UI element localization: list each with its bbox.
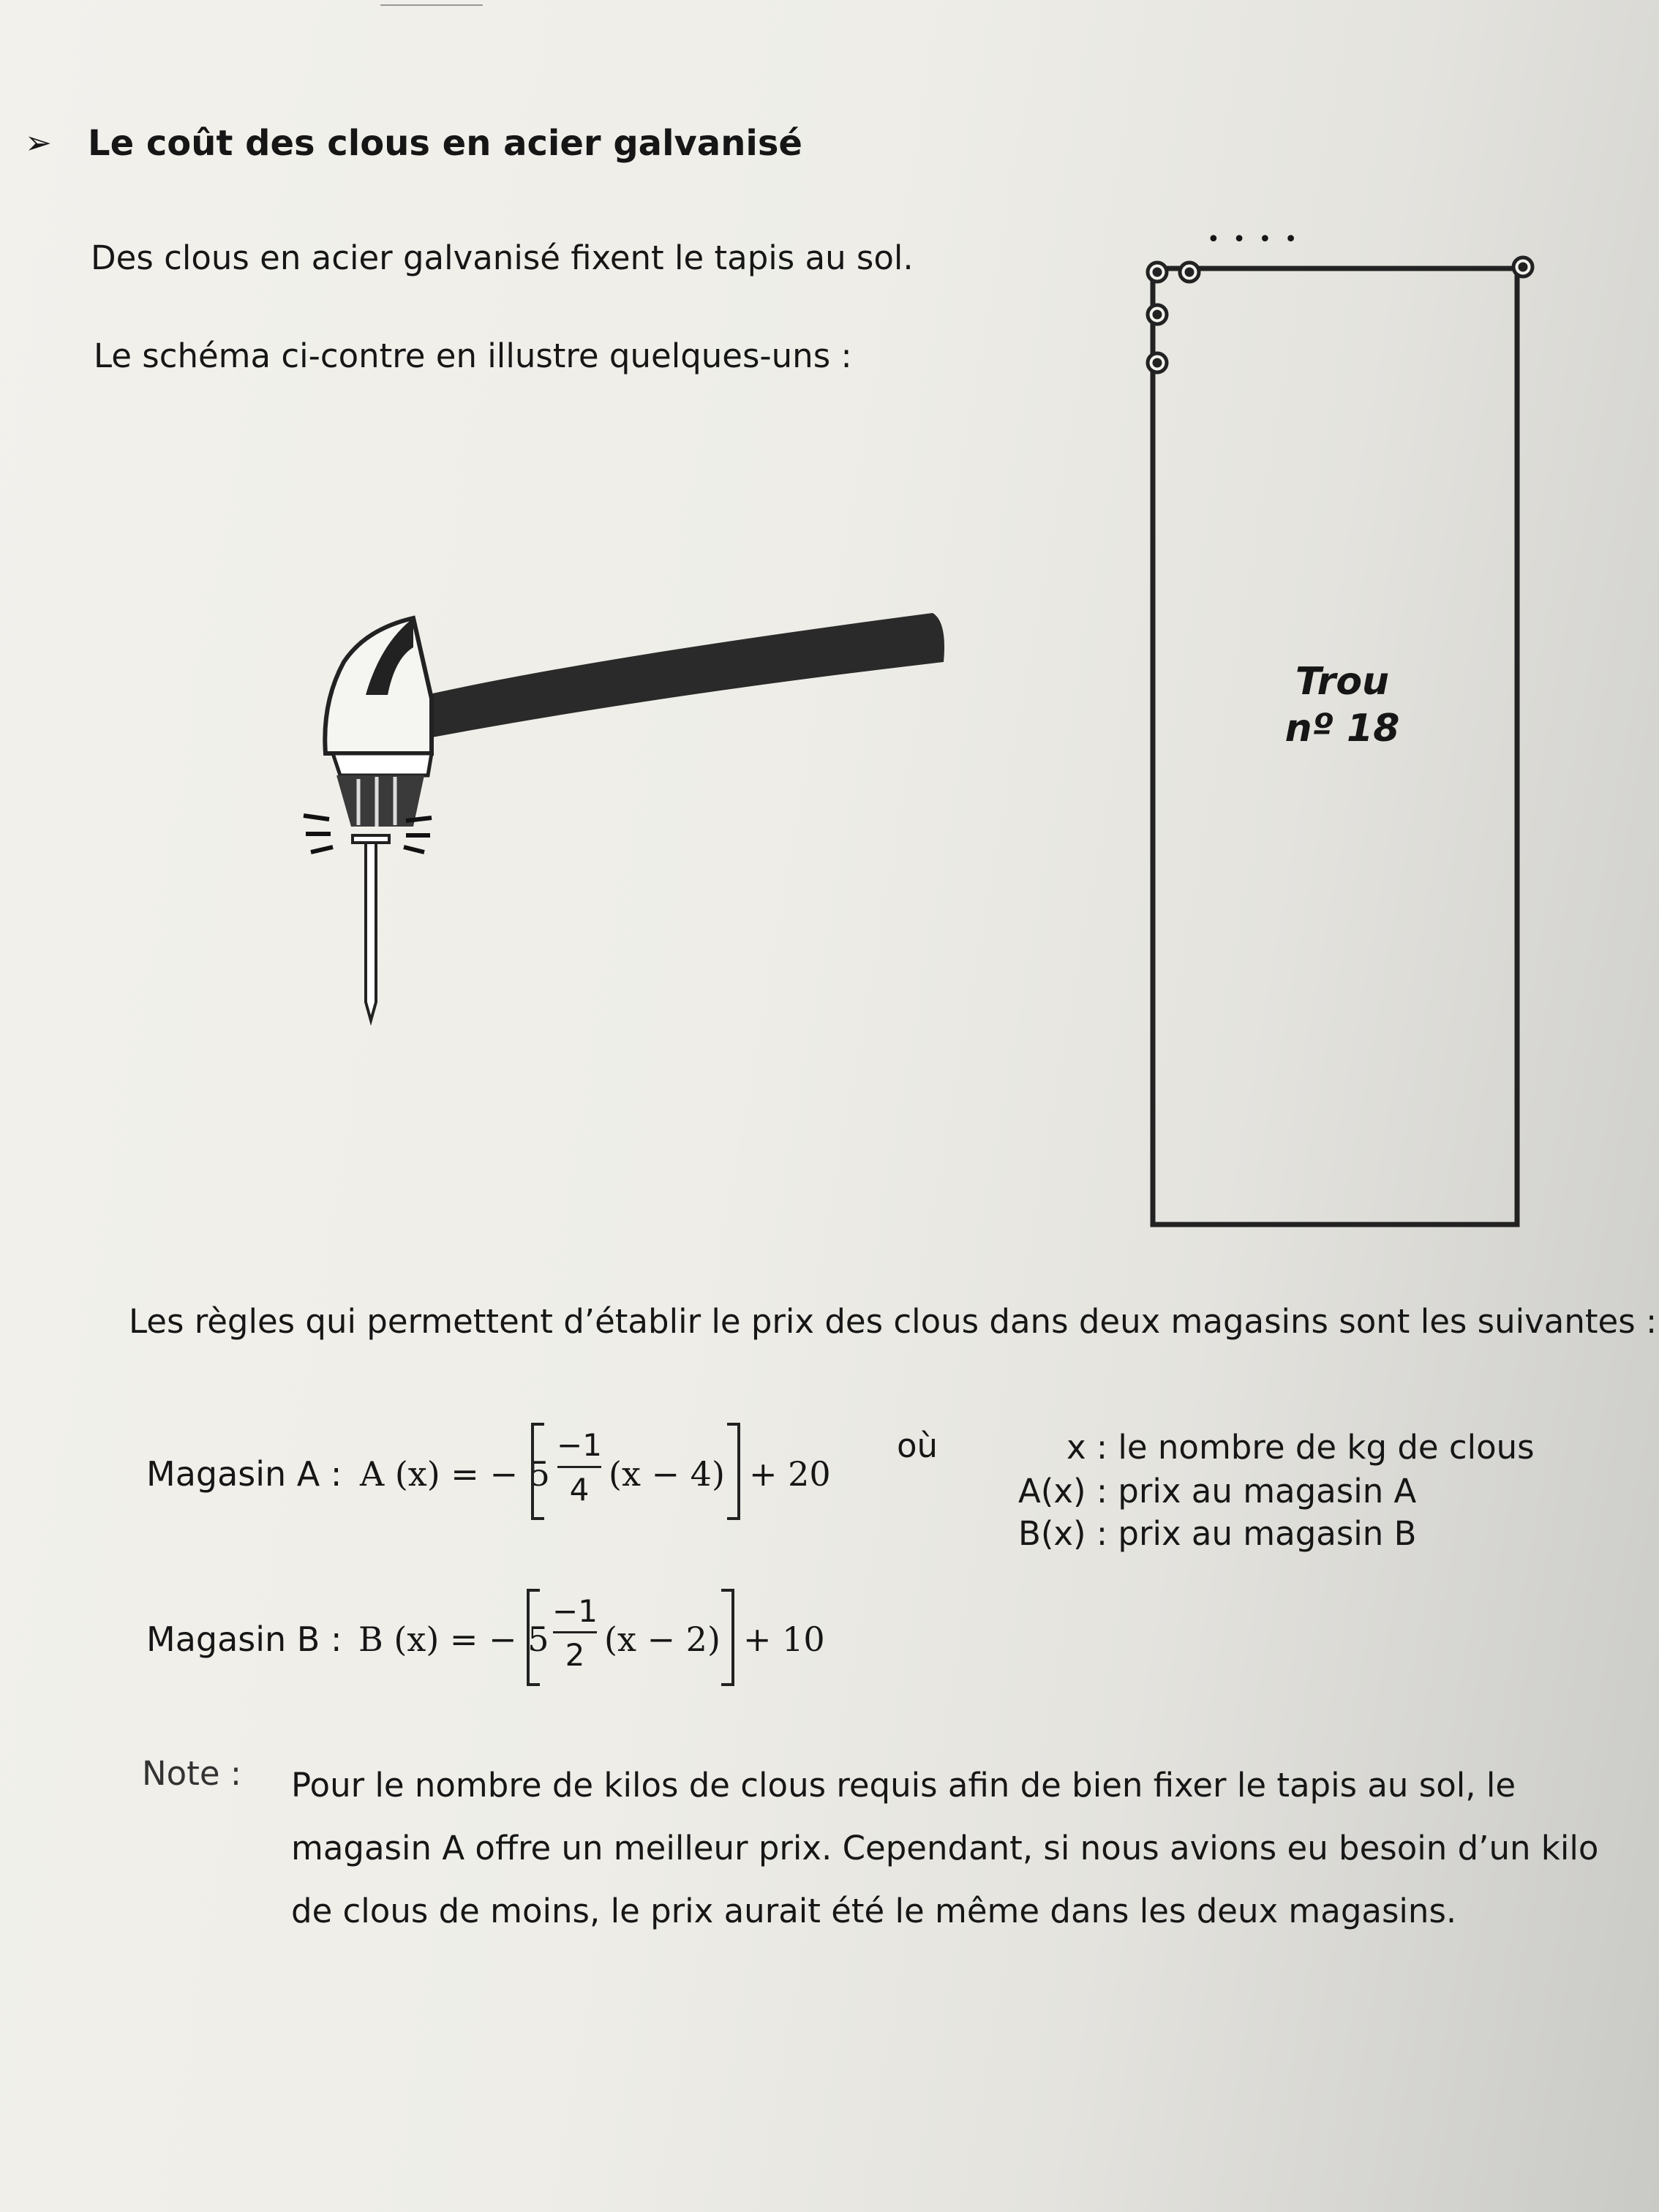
shop-a-denominator: 4 <box>569 1472 590 1508</box>
diagram-label-line-2: nº 18 <box>1284 707 1400 750</box>
nail-icon <box>353 835 389 1020</box>
legend-b-definition: B(x) : prix au magasin B <box>1018 1514 1417 1553</box>
shop-a-right-bracket <box>727 1423 740 1520</box>
shop-b-right-bracket <box>721 1589 734 1686</box>
note-label: Note : <box>142 1754 241 1793</box>
rules-intro: Les règles qui permettent d’établir le prix des clous dans deux magasins sont les suivantes : <box>129 1302 1658 1341</box>
shop-a-fraction-bar <box>557 1466 601 1468</box>
legend-x-definition: x : le nombre de kg de clous <box>1066 1428 1535 1467</box>
shop-a-inner: (x − 4) <box>609 1454 725 1494</box>
intro-line-1: Des clous en acier galvanisé fixent le tapis au sol. <box>91 238 914 277</box>
diagram-dots: • • • • <box>1207 227 1301 252</box>
shop-a-lhs: A (x) = − 5 <box>360 1454 550 1494</box>
note-text: Pour le nombre de kilos de clous requis afin de bien fixer le tapis au sol, le magasin A offre un meilleur prix. Cependant, si nous avions eu besoin d’un kilo de clous de moins, le prix aurait été le même dans les deux magasins. <box>291 1766 1599 1930</box>
shop-a-left-bracket <box>531 1423 544 1520</box>
shop-b-left-bracket <box>527 1589 540 1686</box>
bullet-arrow-icon: ➢ <box>25 124 52 162</box>
hammer-handle <box>410 613 944 739</box>
section-heading: Le coût des clous en acier galvanisé <box>88 123 802 164</box>
legend-where: où <box>897 1426 938 1465</box>
nail-markers <box>1148 257 1532 372</box>
shop-a-label: Magasin A : <box>146 1454 342 1494</box>
diagram-label-line-1: Trou <box>1295 660 1390 704</box>
hammer-icon <box>325 613 944 827</box>
shop-b-numerator: −1 <box>552 1593 598 1629</box>
shop-b-inner: (x − 2) <box>604 1620 721 1659</box>
shop-b-denominator: 2 <box>565 1637 585 1673</box>
legend-a-definition: A(x) : prix au magasin A <box>1018 1472 1417 1511</box>
shop-b-lhs: B (x) = − 5 <box>358 1620 549 1659</box>
hammer-neck <box>333 753 432 775</box>
shop-b-fraction-bar <box>553 1631 597 1633</box>
shop-b-tail: + 10 <box>743 1620 825 1659</box>
intro-line-2: Le schéma ci-contre en illustre quelques-uns : <box>94 336 852 375</box>
shop-a-numerator: −1 <box>557 1427 602 1463</box>
shop-b-label: Magasin B : <box>146 1620 342 1659</box>
shop-a-tail: + 20 <box>749 1454 831 1494</box>
